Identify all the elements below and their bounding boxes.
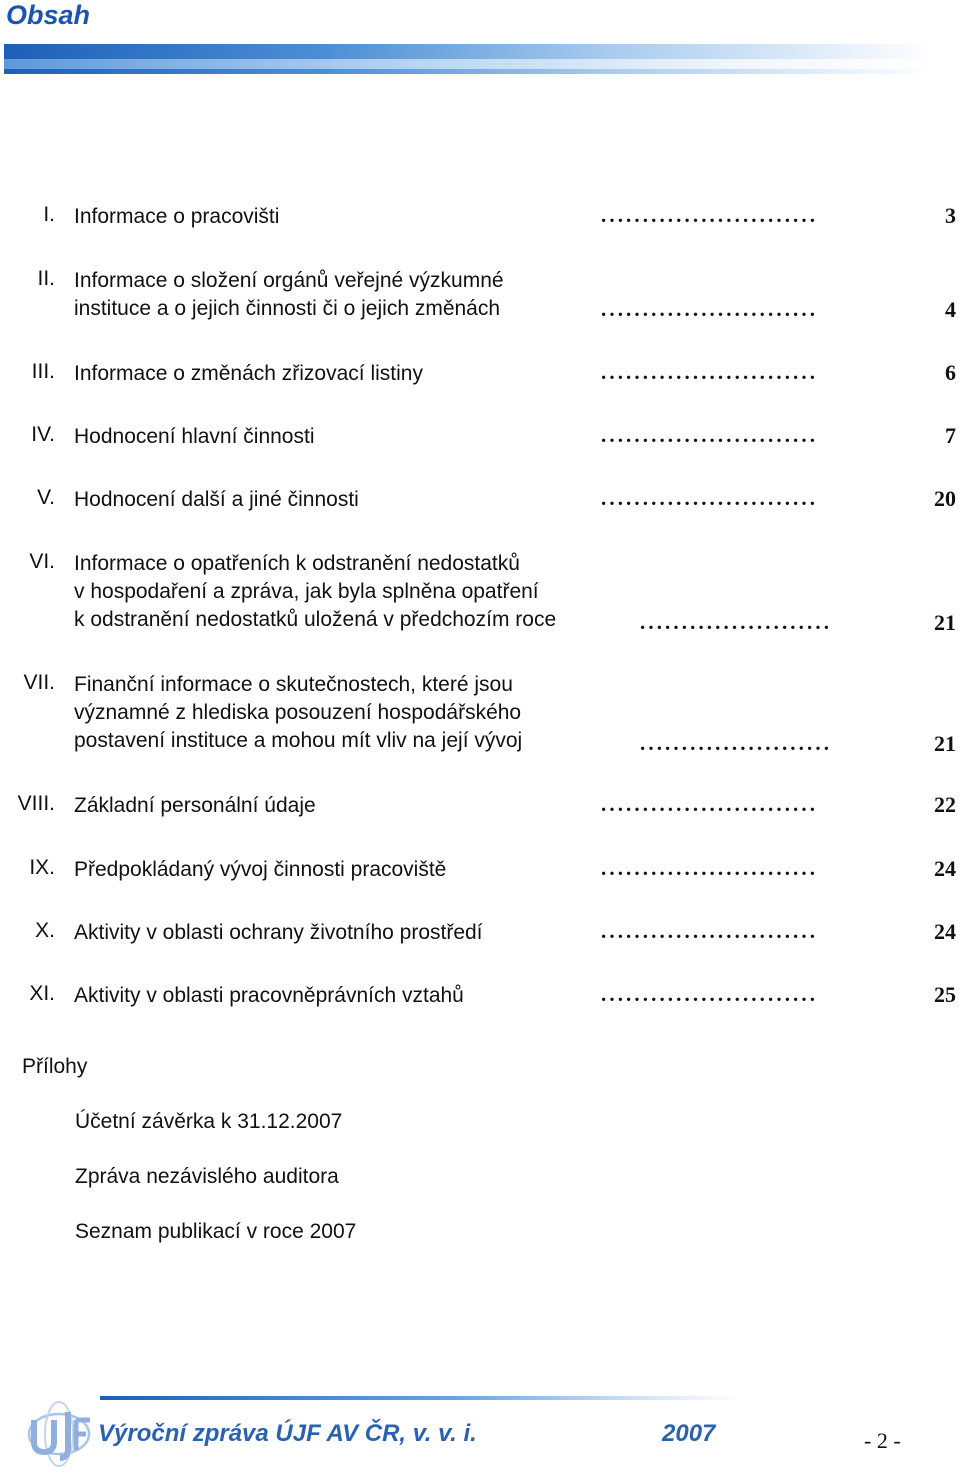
toc-title [74, 792, 634, 820]
toc-leader: .......................... [601, 297, 819, 321]
toc-title-line: v hospodaření a zpráva, jak byla splněna opatření [74, 580, 539, 603]
toc-title [74, 982, 634, 1010]
toc-leader: .......................... [601, 203, 819, 227]
toc-title-line: Základní personální údaje [74, 794, 316, 817]
toc-leader: .......................... [601, 919, 819, 943]
toc-page: 6 [945, 360, 956, 385]
toc-leader: .......................... [601, 486, 819, 510]
appendix-title: Přílohy [22, 1055, 88, 1078]
toc-title [74, 671, 634, 755]
toc-title [74, 919, 634, 947]
toc-title [74, 360, 634, 388]
toc-title-line: postavení instituce a mohou mít vliv na její vývoj [74, 729, 523, 752]
toc-page: 7 [945, 423, 956, 448]
toc-number: VII. [23, 671, 55, 694]
toc-number: V. [37, 486, 55, 509]
appendix-item: Seznam publikací v roce 2007 [75, 1220, 357, 1243]
toc-number: IV. [31, 423, 55, 446]
toc-page: 20 [934, 486, 956, 511]
toc-page: 24 [934, 856, 956, 881]
toc-title [74, 486, 634, 514]
toc-title [74, 423, 634, 451]
toc-title-line: Informace o složení orgánů veřejné výzkumné [74, 269, 504, 292]
toc-number: X. [35, 919, 55, 942]
toc-page: 22 [934, 792, 956, 817]
toc-leader: .......................... [601, 360, 819, 384]
toc-title-line: Informace o pracovišti [74, 205, 280, 228]
toc-title-line: Finanční informace o skutečnostech, které jsou [74, 673, 513, 696]
toc-title [74, 856, 634, 884]
ujf-logo-icon [24, 1392, 94, 1472]
toc-number: VI. [29, 550, 55, 573]
toc-title [74, 203, 634, 231]
toc-title-line: významné z hlediska posouzení hospodářského [74, 701, 522, 724]
toc-title-line: instituce a o jejich činnosti či o jejich změnách [74, 297, 501, 320]
toc-page: 25 [934, 982, 956, 1007]
toc-page: 4 [945, 297, 956, 322]
toc-leader: ....................... [640, 610, 833, 634]
page-number: - 2 - [864, 1428, 901, 1453]
toc-page: 3 [945, 203, 956, 228]
footer-line [100, 1396, 740, 1400]
footer-report-title: Výroční zpráva ÚJF AV ČR, v. v. i. [98, 1420, 477, 1447]
toc-number: XI. [29, 982, 55, 1005]
header-stripe [4, 59, 934, 69]
toc-title-line: Hodnocení hlavní činnosti [74, 425, 315, 448]
toc-title-line: Informace o opatřeních k odstranění nedostatků [74, 552, 520, 575]
toc-title [74, 550, 634, 634]
toc-page: 21 [934, 610, 956, 635]
toc-page: 24 [934, 919, 956, 944]
toc-number: III. [31, 360, 55, 383]
toc-title-line: Informace o změnách zřizovací listiny [74, 362, 423, 385]
toc-leader: .......................... [601, 982, 819, 1006]
toc-title-line: k odstranění nedostatků uložená v předchozím roce [74, 608, 557, 631]
toc-title [74, 267, 634, 323]
toc-number: IX. [29, 856, 55, 879]
appendix-item: Zpráva nezávislého auditora [75, 1165, 339, 1188]
page-title: Obsah [6, 0, 91, 30]
toc-leader: ....................... [640, 731, 833, 755]
toc-title-line: Hodnocení další a jiné činnosti [74, 488, 359, 511]
toc-title-line: Předpokládaný vývoj činnosti pracoviště [74, 858, 447, 881]
toc-leader: .......................... [601, 423, 819, 447]
toc-number: II. [37, 267, 55, 290]
toc-number: I. [43, 203, 55, 226]
toc-title-line: Aktivity v oblasti ochrany životního prostředí [74, 921, 483, 944]
toc-leader: .......................... [601, 856, 819, 880]
toc-number: VIII. [17, 792, 55, 815]
footer-year: 2007 [662, 1420, 716, 1447]
toc-title-line: Aktivity v oblasti pracovněprávních vztahů [74, 984, 464, 1007]
header-bar [4, 44, 934, 74]
toc-page: 21 [934, 731, 956, 756]
appendix-item: Účetní závěrka k 31.12.2007 [75, 1110, 343, 1133]
toc-leader: .......................... [601, 792, 819, 816]
